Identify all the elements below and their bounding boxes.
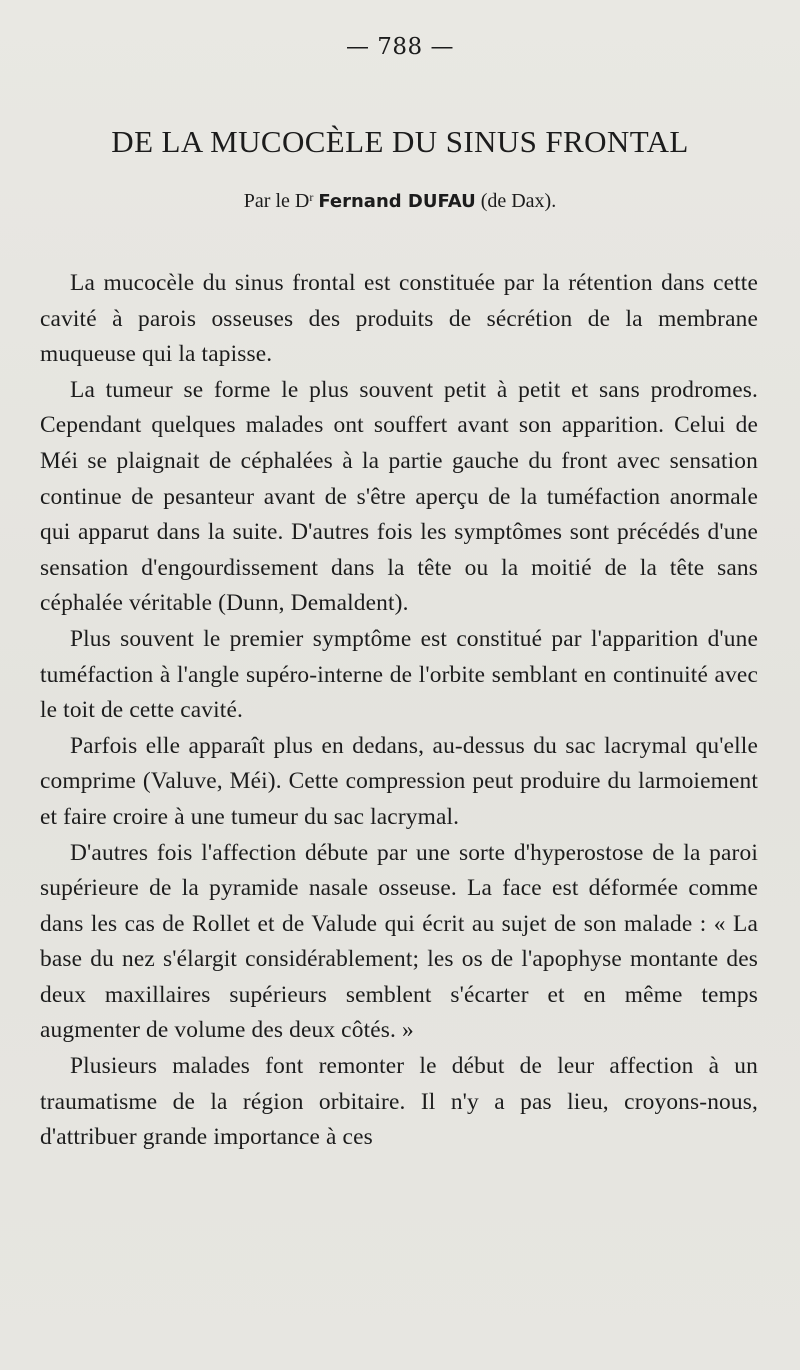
paragraph: Parfois elle apparaît plus en dedans, au-dessus du sac lacrymal qu'elle comprime (Valuve, Méi). Cette compression peut produire du larmoiement et faire croire à une tumeur du sac lacrymal. (40, 732, 758, 830)
author-name: Fernand DUFAU (318, 191, 476, 212)
article-title: DE LA MUCOCÈLE DU SINUS FRONTAL (111, 124, 689, 159)
paragraph: La tumeur se forme le plus souvent petit à petit et sans prodromes. Cependant quelques malades ont souffert avant son apparition. Celui de Méi se plaignait de céphalées à la partie gauche du front avec sensation continue de pesanteur avant de s'être aperçu de la tuméfaction anormale qui apparut dans la suite. D'autres fois les symptômes sont précédés d'une sensation d'engourdissement dans la tête ou la moitié de la tête sans céphalée véritable (Dunn, Demaldent). (40, 376, 758, 617)
paragraph: Plus souvent le premier symptôme est constitué par l'apparition d'une tuméfaction à l'angle supéro-interne de l'orbite semblant en continuité avec le toit de cette cavité. (40, 625, 758, 724)
page-number: — 788 — (345, 34, 455, 60)
paragraph: Plusieurs malades font remonter le début de leur affection à un traumatisme de la région orbitaire. Il n'y a pas lieu, croyons-nous, d'attribuer grande importance à ces (40, 1053, 758, 1151)
author-location: (de Dax). (480, 190, 557, 212)
paragraph: La mucocèle du sinus frontal est constituée par la rétention dans cette cavité à parois osseuses des produits de sécrétion de la membrane muqueuse qui la tapisse. (40, 270, 758, 368)
paragraph: D'autres fois l'affection débute par une sorte d'hyperostose de la paroi supérieure de la pyramide nasale osseuse. La face est déformée comme dans les cas de Rollet et de Valude qui écrit au sujet de son malade : « La base du nez s'élargit considérablement; les os de l'apophyse montante des deux maxillaires supérieurs semblent s'écarter et en même temps augmenter de volume des deux côtés. » (40, 839, 758, 1044)
byline-superscript: r (309, 190, 314, 204)
byline-prefix: Par le D (243, 190, 310, 212)
byline (40, 190, 760, 213)
body-text (40, 266, 758, 1156)
